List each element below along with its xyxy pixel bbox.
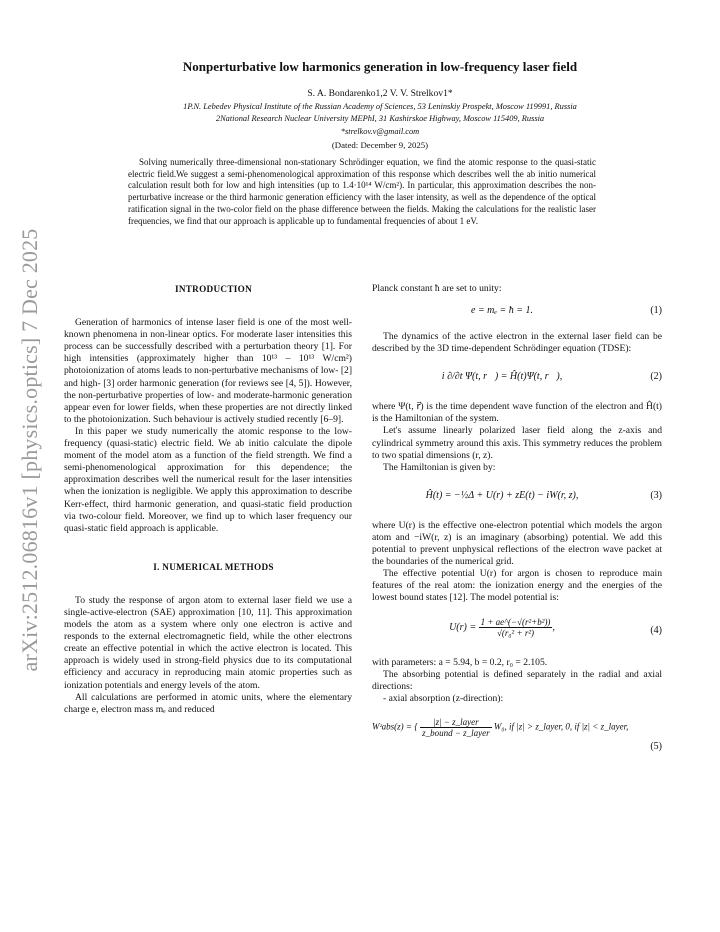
arxiv-identifier-text: arXiv:2512.06816v1 [physics.optics] 7 Dec 2025 [17, 228, 42, 672]
right-paragraph-9: - axial absorption (z-direction): [383, 692, 504, 704]
right-column [372, 283, 662, 761]
right-paragraph-1: The dynamics of the active electron in the external laser field can be described by the 3D time-dependent Schrödinger equation (TDSE): [372, 331, 662, 355]
right-paragraph-2: where Ψ(t, r⃗) is the time dependent wave function of the electron and Ĥ(t) is the Hamiltonian of the system. [372, 401, 662, 425]
intro-paragraph-1: Generation of harmonics of intense laser field is one of the most well-known phenomena in non-linear optics. For moderate laser intensities this process can be successfully described with a perturbation theory [1]. For high intensities (approximately higher than 10¹³ – 10¹³ W/cm²) photoionization of atoms leads to non-perturbative mechanisms of low- [2] and high- [3] order harmonic generation (for reviews see [4, 5]). However, the non-perturbative properties of low- and moderate-harmonic generation appear even for lower fields, when these properties are not directly linked to the photoionization. Such behaviour is actively studied recently [6–9]. [64, 317, 353, 425]
equation-5-rhs: W₀, if |z| > z_layer, 0, if |z| < z_layer, [493, 721, 629, 732]
equation-2 [372, 363, 662, 393]
methods-paragraph-2: All calculations are performed in atomic units, where the elementary charge e, electron mass mₑ and reduced [64, 691, 352, 715]
equation-5-lhs: Wᶻabs(z) = { [372, 721, 418, 732]
abstract-text: Solving numerically three-dimensional non-stationary Schrödinger equation, we find the atomic response to the quasi-static electric field.We suggest a semi-phenomenological approximation of this response which describes well the ab initio numerical calculation result both for low and high intensities (up to 1.4·10¹⁴ W/cm²). In particular, this approximation describes the non-perturbative increase or the third harmonic generation efficiency with the laser intensity, as well as the dependence of the optical ratification signal in the two-color field on the phase difference between the fields. Making the calculations for the realistic laser frequencies, we find that our approach is applicable up to fundamental frequencies of about 1 eV. [128, 157, 596, 226]
right-paragraph-4: The Hamiltonian is given by: [383, 461, 496, 473]
equation-2-number: (2) [650, 371, 662, 383]
affiliation-2: 2National Research Nuclear University MEPhI, 31 Kashirskoe Highway, Moscow 115409, Russia [215, 114, 545, 123]
authors: S. A. Bondarenko1,2 V. V. Strelkov1* [307, 88, 453, 99]
equation-1-body: e = mₑ = ħ = 1. [470, 305, 534, 317]
equation-1 [372, 301, 662, 325]
left-column [64, 283, 352, 716]
equation-4-denominator: √(r₀² + r²) [496, 627, 535, 638]
right-paragraph-3: Let's assume linearly polarized laser field along the z-axis and cylindrical symmetry around this axis. This symmetry reduces the problem to two spatial dimensions (r, z). [372, 425, 662, 461]
arxiv-identifier-sidebar [0, 0, 60, 932]
equation-5-numerator: |z| − z_layer [420, 717, 492, 728]
intro-paragraph-2: In this paper we study numerically the atomic response to the low-frequency (quasi-static) electric field. We ab initio calculate the dipole moment of the model atom as a function of the field strength. We find a semi-phenomenological approximation for this dependence; the approximation describes well the numerical result for the laser intensities when the ionization is negligible. We apply this approximation to describe Kerr-effect, third harmonic generation, and quasi-static field production via two-colour field. Moreover, we find up to which laser frequency our quasi-static field approach is applicable. [64, 425, 352, 534]
methods-paragraph-1: To study the response of argon atom to external laser field we use a single-active-electron (SAE) approximation [10, 11]. This approximation models the atom as a system where only one electron is active and responds to the external electromagnetic field, while the other electrons create an effective potential in which the active electron is located. This approach is widely used in strong-field physics due to its computational efficiency and accuracy in reproducing main atomic properties such as ionization potentials and energy levels of the atom. [64, 594, 352, 691]
equation-4-fraction [479, 617, 553, 638]
equation-4: U(r) = $\frac{\text{1 + ae\textasciicircum{}(−√(r²+b²))}}{\text{√(r₀² + r²)}}$ , (4) [449, 616, 662, 638]
paper-title: Nonperturbative low harmonics generation in low-frequency laser field [182, 59, 578, 74]
equation-1-number: (1) [650, 305, 662, 317]
right-paragraph-8: The absorbing potential is defined separately in the radial and axial directions: [372, 668, 662, 692]
right-paragraph-7: with parameters: a = 5.94, b = 0.2, r₀ = 2.105. [372, 656, 548, 668]
right-paragraph-6: The effective potential U(r) for argon is chosen to reproduce main features of the real atom: the ionization energy and the energies of the lowest bound states [12]. The model potential is: [372, 568, 662, 604]
equation-4-lhs: U(r) = [449, 621, 477, 633]
equation-4-numerator: 1 + ae^(−√(r²+b²)) [480, 616, 551, 627]
equation-3-body: Ĥ(t) = −½Δ + U(r) + zE(t) − iW(r, z), [425, 489, 579, 501]
right-paragraph-0: Planck constant ħ are set to unity: [372, 283, 502, 294]
right-paragraph-5: where U(r) is the effective one-electron potential which models the argon atom and −iW(r, z) is an imaginary (absorbing) potential. We add this potential to prevent unphysical reflections of the electron wave packet at the boundaries of the numerical grid. [372, 519, 662, 568]
equation-3-number: (3) [650, 489, 662, 501]
equation-2-body: i ∂/∂t Ψ(t, r⃗) = Ĥ(t)Ψ(t, r⃗), [441, 371, 563, 383]
date-line: (Dated: December 9, 2025) [331, 140, 429, 150]
section-heading-numerical-methods: I. NUMERICAL METHODS [153, 561, 274, 572]
section-heading-introduction: INTRODUCTION [174, 284, 253, 294]
corresponding-email: *strelkov.v@gmail.com [340, 127, 420, 136]
equation-5-fraction [420, 717, 492, 738]
equation-5 [372, 713, 662, 753]
equation-5-number: (5) [650, 740, 662, 752]
equation-3 [372, 482, 662, 512]
affiliation-1: 1P.N. Lebedev Physical Institute of the Russian Academy of Sciences, 53 Leninskiy Prospekt, Moscow 119991, Russia [183, 102, 577, 111]
equation-4-number: (4) [650, 624, 662, 636]
abstract [128, 157, 596, 227]
equation-5-denominator: z_bound − z_layer [422, 727, 490, 738]
